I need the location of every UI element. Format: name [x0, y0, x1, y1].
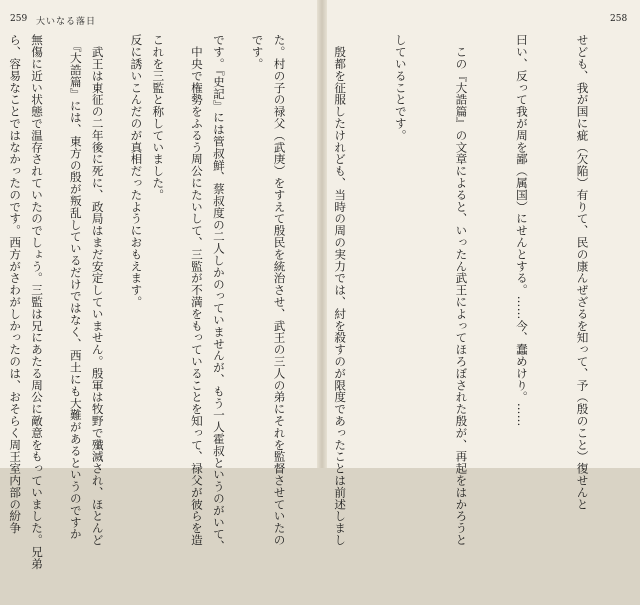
text-line: 曰い、反って我が周を鄙（属国）にせんとする。……今、蠢めけり。…… — [514, 34, 529, 427]
text-line: 反に誘いこんだのが真相だったようにおもえます。 — [129, 34, 144, 308]
text-line: 無傷に近い状態で温存されていたのでしょう。三監は兄にあたる周公に敵意をもっていました。兄弟 — [30, 34, 45, 570]
text-line: ら、容易なことではなかったのです。西方がさわがしかったのは、おそらく周王室内部の紛争 — [8, 34, 23, 534]
text-line: た。村の子の禄父（武庚）をすえて殷民を統治させ、武王の三人の弟にそれを監督させていたの — [272, 34, 287, 546]
text-line: 『大誥篇』には、東方の殷が叛乱しているだけではなく、西土にも大難があるというのですか — [68, 34, 83, 540]
text-line: 武王は東征の二年後に死に、政局はまだ安定していません。殷軍は牧野で殲滅され、ほとんど — [90, 34, 105, 546]
text-line: 中央で権勢をふるう周公にたいして、三監が不満をもっていることを知って、禄父が彼らを造 — [189, 34, 204, 546]
page-number-left: 259 — [10, 14, 28, 24]
page-number-right: 258 — [610, 14, 628, 24]
text-line: せども、我が国に疵（欠陥）有りて、民の康んぜざるを知って、予（殷のこと）復せんと — [575, 34, 590, 510]
running-head: 大いなる落日 — [36, 17, 97, 27]
text-line: していることです。 — [393, 34, 408, 142]
text-line: です。『史記』には管叔鮮、蔡叔度の二人しかのっていませんが、もう一人霍叔というのがいて、 — [211, 34, 226, 552]
text-line: です。 — [250, 34, 265, 70]
text-line: 殷都を征服したけれども、当時の周の実力では、紂を殺すのが限度であったことは前述しまし — [333, 34, 348, 546]
text-line: これを三監と称していました。 — [151, 34, 166, 201]
text-line: この『大誥篇』の文章によると、いったん武王によってほろぼされた殷が、再起をはかろうと — [454, 34, 469, 546]
